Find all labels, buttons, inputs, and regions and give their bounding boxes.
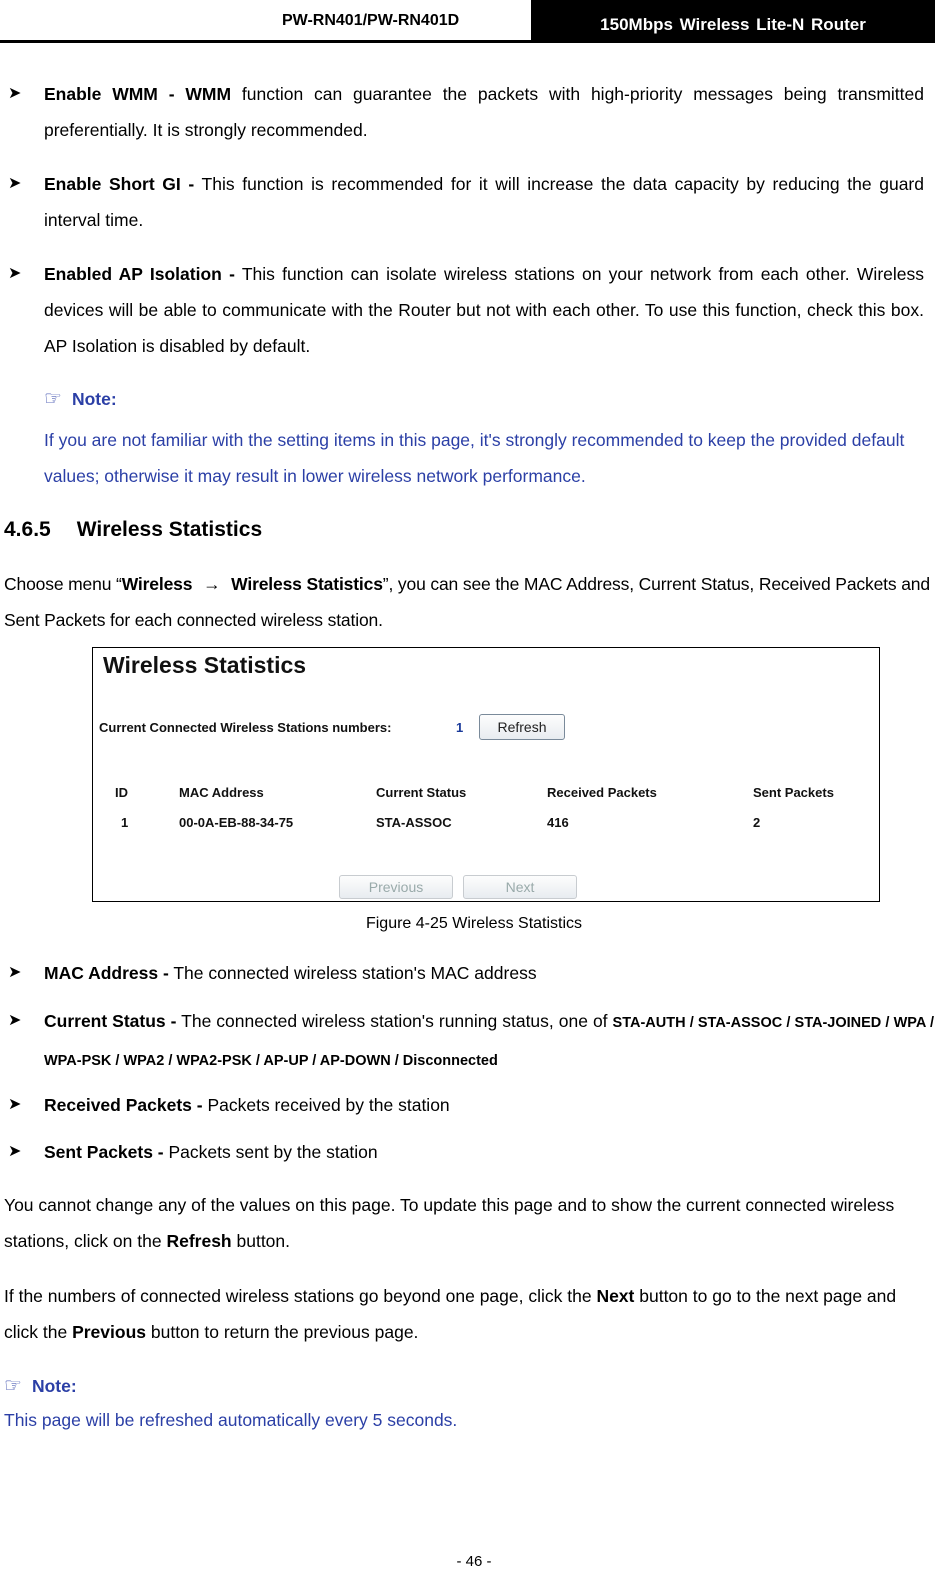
col-header-id: ID [115,785,128,800]
arrowhead-bullet-icon: ➤ [8,1096,22,1113]
station-count-label: Current Connected Wireless Stations numbers: [99,720,392,735]
row-1-mac: 00-0A-EB-88-34-75 [179,815,294,830]
pointing-hand-icon: ☞ [4,1375,22,1397]
bullet-received-packets: ➤ Received Packets - Packets received by the station [44,1087,924,1123]
row-1-sent: 2 [753,815,761,830]
note1-heading: ☞ Note: [44,388,117,410]
col-header-sent: Sent Packets [753,785,834,800]
row-1-id: 1 [121,815,129,830]
bullet-sent-packets: ➤ Sent Packets - Packets sent by the station [44,1134,924,1170]
previous-button[interactable]: Previous [339,875,453,899]
note2-text: This page will be refreshed automatically every 5 seconds. [4,1410,458,1430]
refresh-button[interactable]: Refresh [479,714,565,740]
next-button[interactable]: Next [463,875,577,899]
arrowhead-bullet-icon: ➤ [8,265,22,282]
bullet-mac-address: ➤ MAC Address - The connected wireless station's MAC address [44,955,924,991]
page-number: - 46 - [456,1553,492,1570]
bullet-current-status: ➤ Current Status - The connected wireless station's running status, one of STA-AUTH / STA-ASSOC / STA-JOINED / WPA / WPA-PSK / WPA2 / WPA2-PSK / AP-UP / AP-DOWN / Disconnected [44,1003,934,1079]
bullet-ap-isolation: ➤ Enabled AP Isolation - This function can isolate wireless stations on your network from each other. Wireless devices will be able to communicate with the Router but not with each other. To use this function, check this box. AP Isolation is disabled by default. [44,256,924,364]
col-header-status: Current Status [376,785,467,800]
bullet-wmm: ➤ Enable WMM - WMM function can guarantee the packets with high-priority messages being transmitted preferentially. It is strongly recommended. [44,76,924,148]
arrow-right-icon: → [203,574,221,594]
header-product: 150Mbps Wireless Lite-N Router [531,0,935,42]
header-model: PW-RN401/PW-RN401D [282,12,460,29]
section-heading: 4.6.5 Wireless Statistics [4,518,263,541]
arrowhead-bullet-icon: ➤ [8,85,22,102]
arrowhead-bullet-icon: ➤ [8,175,22,192]
intro-paragraph: Choose menu “Wireless → Wireless Statistics”, you can see the MAC Address, Current Status, Received Packets and Sent Packets for each connected wireless station. [4,574,930,630]
figure-caption: Figure 4-25 Wireless Statistics [365,915,583,932]
refresh-paragraph: You cannot change any of the values on this page. To update this page and to show the current connected wireless stations, click on the Refresh button. [4,1195,895,1251]
row-1-received: 416 [547,815,569,830]
header-rule [0,40,935,43]
pointing-hand-icon: ☞ [44,388,62,410]
note2-heading: ☞ Note: [4,1375,77,1397]
paging-paragraph: If the numbers of connected wireless stations go beyond one page, click the Next button to go to the next page and click the Previous button to return the previous page. [4,1286,897,1342]
arrowhead-bullet-icon: ➤ [8,1012,22,1029]
col-header-mac: MAC Address [179,785,264,800]
note1-text: If you are not familiar with the setting items in this page, it's strongly recommended to keep the provided default values; otherwise it may result in lower wireless network performance. [44,430,905,486]
col-header-received: Received Packets [547,785,657,800]
arrowhead-bullet-icon: ➤ [8,964,22,981]
bullet-short-gi: ➤ Enable Short GI - This function is recommended for it will increase the data capacity by reducing the guard interval time. [44,166,924,238]
station-count-value: 1 [456,720,464,735]
figure-title: Wireless Statistics [103,652,307,678]
wireless-statistics-screenshot [92,647,880,902]
arrowhead-bullet-icon: ➤ [8,1143,22,1160]
row-1-status: STA-ASSOC [376,815,452,830]
